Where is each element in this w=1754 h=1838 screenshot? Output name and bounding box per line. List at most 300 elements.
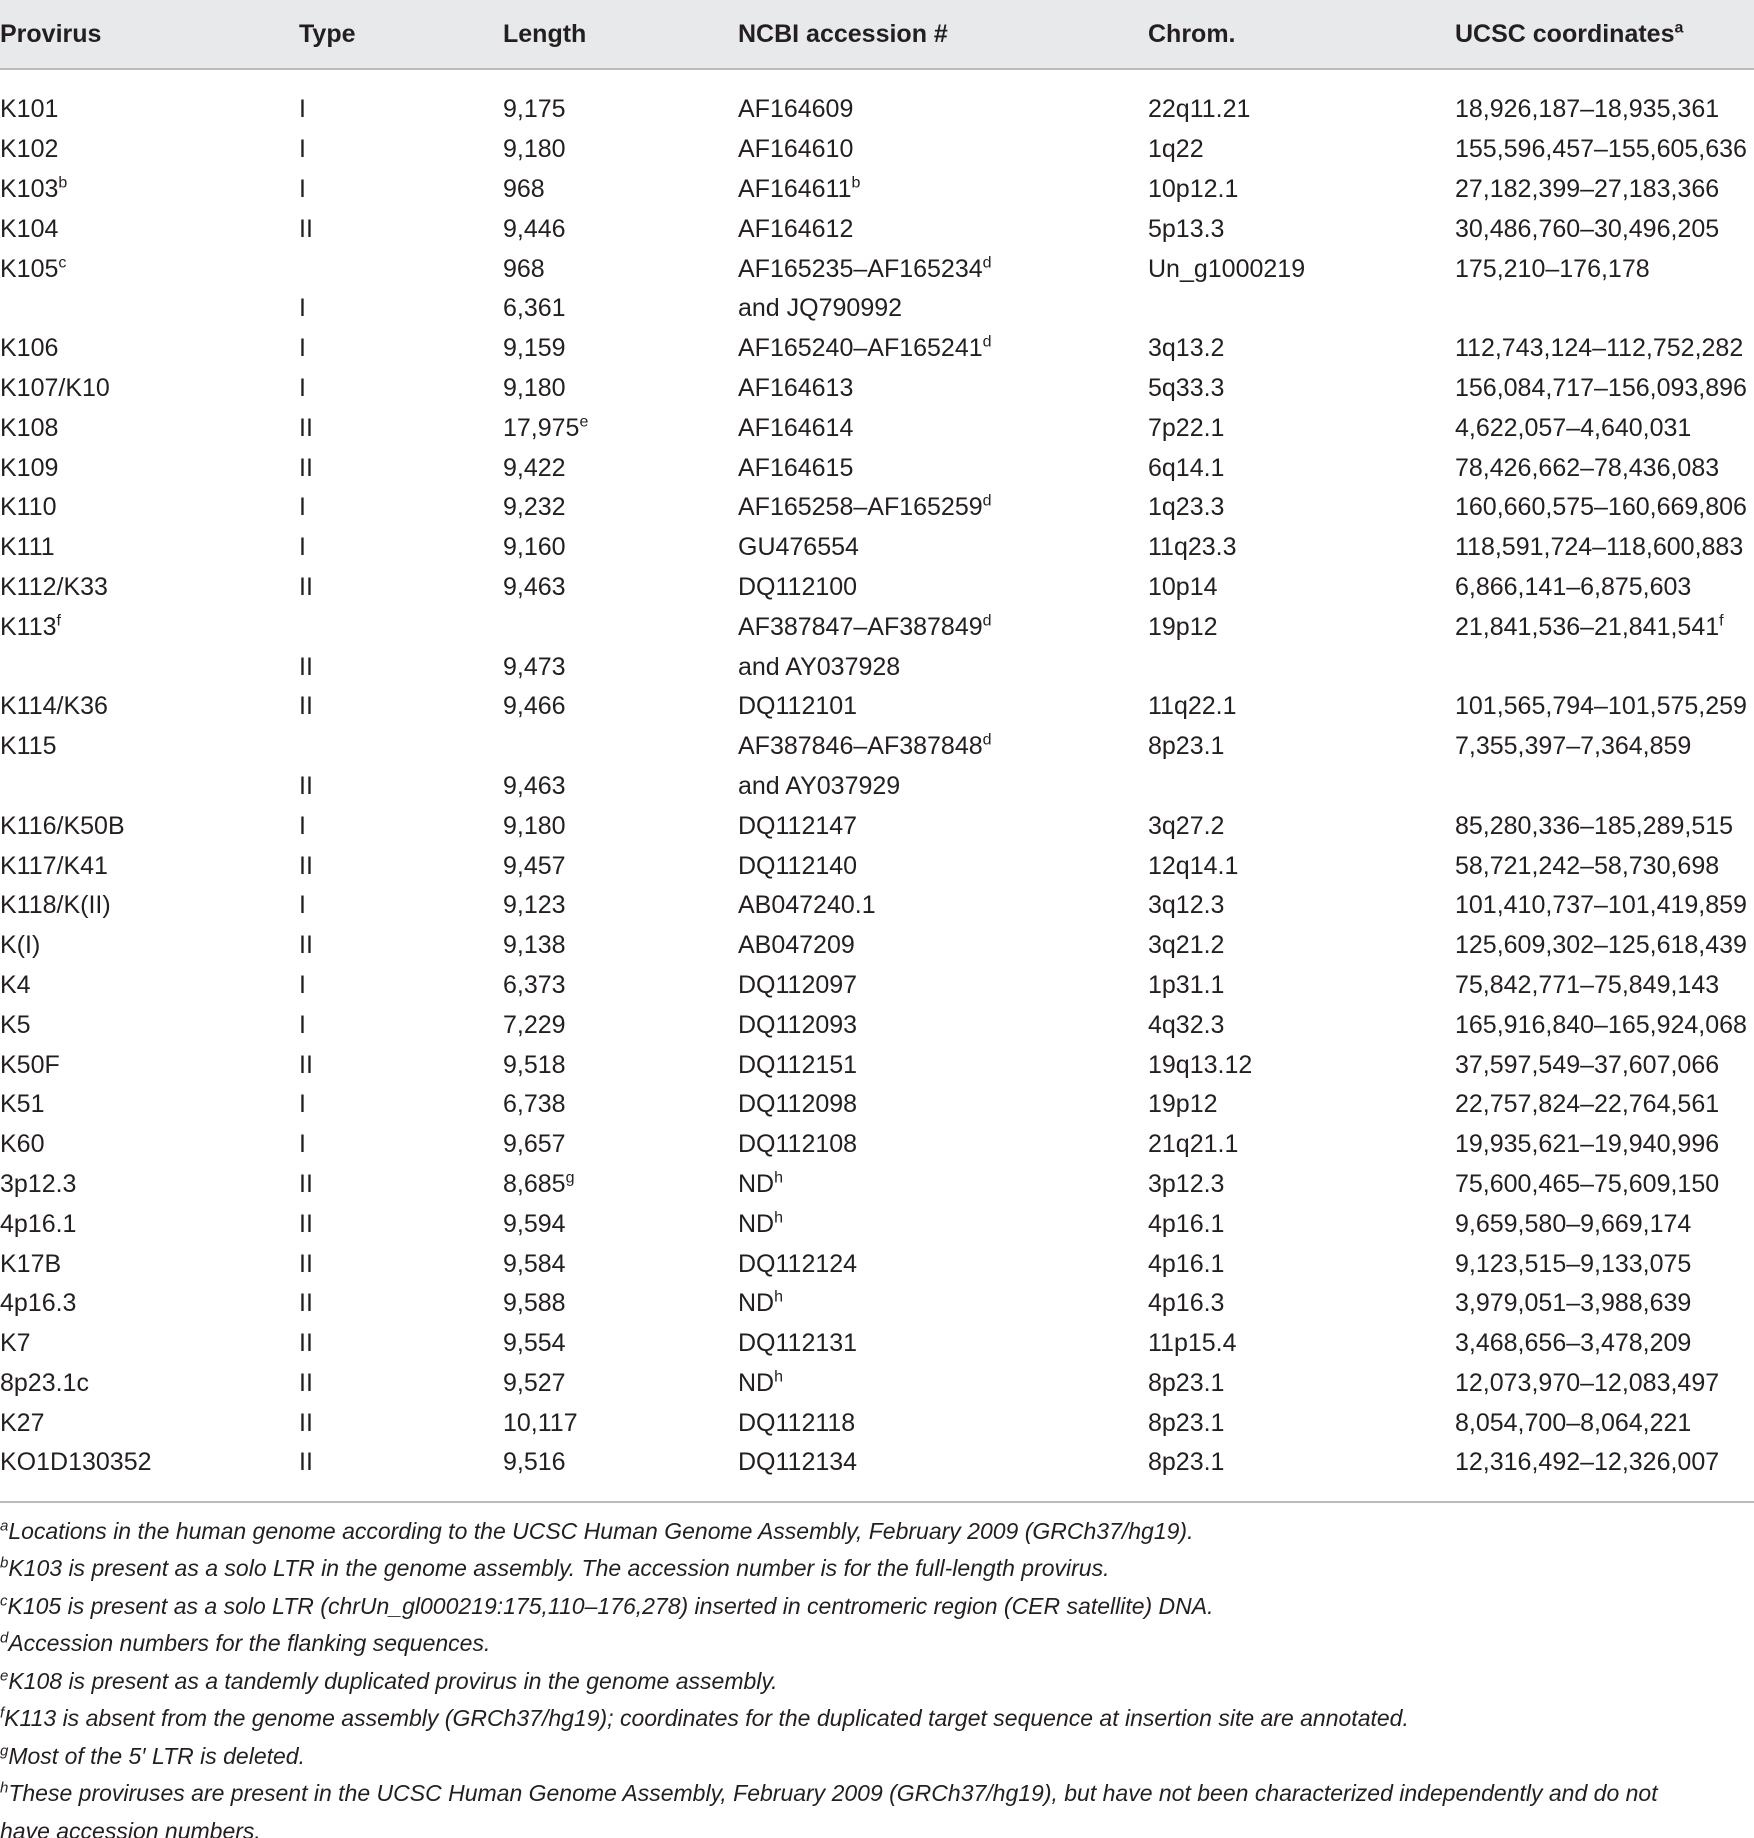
provirus-value: K60 (0, 1130, 45, 1159)
chrom-value: 3q13.2 (1148, 334, 1225, 363)
coords-value: 21,841,536–21,841,541 (1455, 612, 1720, 641)
type-value: II (299, 652, 313, 681)
provirus-value: K117/K41 (0, 851, 108, 880)
length-cell (503, 806, 738, 846)
table-row (0, 568, 1754, 608)
chrom-cell (1148, 647, 1455, 687)
footnote-marker: d (982, 612, 992, 630)
footnote-text: Most of the 5′ LTR is deleted. (8, 1742, 305, 1769)
type-cell (299, 1364, 503, 1404)
type-cell (299, 1443, 503, 1493)
chrom-cell (1148, 249, 1455, 289)
type-cell (299, 1403, 503, 1443)
table-row (0, 1204, 1754, 1244)
table-row (0, 528, 1754, 568)
length-cell (503, 1005, 738, 1045)
coords-cell (1455, 170, 1754, 210)
accession-cell (738, 806, 1148, 846)
type-value: I (299, 970, 306, 999)
accession-value: AF164611 (738, 174, 852, 203)
length-cell (503, 1364, 738, 1404)
chrom-value: 5q33.3 (1148, 373, 1225, 402)
chrom-value: 7p22.1 (1148, 413, 1225, 442)
type-cell (299, 1125, 503, 1165)
type-value: II (299, 1209, 313, 1238)
type-cell (299, 767, 503, 807)
coords-value: 85,280,336–185,289,515 (1455, 811, 1734, 840)
footnote-marker: c (58, 254, 67, 272)
provirus-value: K5 (0, 1010, 31, 1039)
chrom-value: 11q23.3 (1148, 533, 1237, 562)
accession-value: DQ112147 (738, 811, 858, 840)
length-value: 9,554 (503, 1329, 566, 1358)
coords-value: 3,468,656–3,478,209 (1455, 1329, 1692, 1358)
length-value: 10,117 (503, 1408, 578, 1437)
length-cell (503, 1125, 738, 1165)
chrom-cell (1148, 1284, 1455, 1324)
provirus-value: K102 (0, 135, 59, 164)
coords-value: 8,054,700–8,064,221 (1455, 1408, 1692, 1437)
chrom-cell (1148, 408, 1455, 448)
chrom-cell (1148, 1165, 1455, 1205)
footnote-marker: b (58, 174, 68, 192)
provirus-cell (0, 1403, 299, 1443)
footnote-marker: h (774, 1368, 784, 1386)
accession-cell (738, 647, 1148, 687)
chrom-cell (1148, 1005, 1455, 1045)
length-cell (503, 846, 738, 886)
length-value: 9,175 (503, 95, 566, 124)
length-value: 6,361 (503, 294, 566, 323)
coords-cell (1455, 209, 1754, 249)
coords-value: 160,660,575–160,669,806 (1455, 493, 1747, 522)
chrom-cell (1148, 966, 1455, 1006)
footnotes (0, 1503, 1754, 1838)
accession-value: ND (738, 1209, 775, 1238)
length-value: 9,473 (503, 652, 566, 681)
footnote (0, 1700, 1754, 1738)
table-row (0, 130, 1754, 170)
length-cell (503, 1324, 738, 1364)
provirus-value: K51 (0, 1090, 45, 1119)
column-header-label: UCSC coordinates (1455, 19, 1675, 48)
length-cell (503, 1165, 738, 1205)
type-cell (299, 408, 503, 448)
provirus-value: K4 (0, 970, 31, 999)
table-row (0, 767, 1754, 807)
table-row (0, 886, 1754, 926)
footnote (0, 1738, 1754, 1776)
provirus-value: K110 (0, 493, 57, 522)
provirus-value: K114/K36 (0, 692, 108, 721)
length-cell (503, 249, 738, 289)
accession-cell (738, 1204, 1148, 1244)
length-value: 9,518 (503, 1050, 566, 1079)
chrom-value: 1q22 (1148, 135, 1204, 164)
footnote-marker: a (0, 1517, 9, 1535)
table-row (0, 329, 1754, 369)
accession-cell (738, 1085, 1148, 1125)
provirus-value: K17B (0, 1249, 62, 1278)
type-value: II (299, 1169, 313, 1198)
provirus-cell (0, 1165, 299, 1205)
provirus-cell (0, 1204, 299, 1244)
footnote-marker: b (0, 1554, 9, 1572)
accession-value: GU476554 (738, 533, 859, 562)
coords-cell (1455, 1085, 1754, 1125)
table-row (0, 448, 1754, 488)
length-value: 9,463 (503, 771, 566, 800)
provirus-value: K115 (0, 732, 57, 761)
length-cell (503, 1085, 738, 1125)
provirus-cell (0, 1364, 299, 1404)
length-value: 9,180 (503, 811, 566, 840)
chrom-cell (1148, 1125, 1455, 1165)
column-header-label: Type (299, 19, 356, 48)
type-value: II (299, 572, 313, 601)
chrom-cell (1148, 767, 1455, 807)
chrom-value: 19p12 (1148, 612, 1218, 641)
column-header-label: Length (503, 19, 587, 48)
chrom-cell (1148, 1403, 1455, 1443)
accession-cell (738, 1364, 1148, 1404)
provirus-value: K108 (0, 413, 59, 442)
table-row (0, 1364, 1754, 1404)
length-value: 9,159 (503, 334, 566, 363)
table-row (0, 289, 1754, 329)
type-cell (299, 369, 503, 409)
provirus-cell (0, 448, 299, 488)
coords-value: 12,073,970–12,083,497 (1455, 1368, 1720, 1397)
coords-value: 112,743,124–112,752,282 (1455, 334, 1744, 363)
coords-value: 12,316,492–12,326,007 (1455, 1448, 1720, 1477)
length-cell (503, 1244, 738, 1284)
coords-value: 155,596,457–155,605,636 (1455, 135, 1747, 164)
accession-value: DQ112108 (738, 1130, 858, 1159)
coords-value: 22,757,824–22,764,561 (1455, 1090, 1720, 1119)
accession-value: AF164615 (738, 453, 854, 482)
coords-value: 101,565,794–101,575,259 (1455, 692, 1747, 721)
type-value: I (299, 174, 306, 203)
provirus-value: 4p16.1 (0, 1209, 77, 1238)
coords-cell (1455, 886, 1754, 926)
accession-value: DQ112101 (738, 692, 858, 721)
table-row (0, 209, 1754, 249)
type-value: II (299, 931, 313, 960)
type-value: I (299, 1010, 306, 1039)
provirus-value: K101 (0, 95, 59, 124)
coords-cell (1455, 806, 1754, 846)
accession-value: ND (738, 1169, 775, 1198)
accession-cell (738, 488, 1148, 528)
coords-value: 75,600,465–75,609,150 (1455, 1169, 1720, 1198)
provirus-cell (0, 727, 299, 767)
length-cell (503, 1045, 738, 1085)
type-value: I (299, 373, 306, 402)
accession-cell (738, 369, 1148, 409)
length-cell (503, 727, 738, 767)
length-cell (503, 448, 738, 488)
accession-value: ND (738, 1368, 775, 1397)
provirus-value: KO1D130352 (0, 1448, 152, 1477)
type-cell (299, 1045, 503, 1085)
table-row (0, 1005, 1754, 1045)
length-value: 9,160 (503, 533, 566, 562)
provirus-cell (0, 926, 299, 966)
table-row (0, 1165, 1754, 1205)
footnote-marker: f (0, 1704, 5, 1722)
table-body (0, 69, 1754, 1493)
coords-cell (1455, 448, 1754, 488)
type-value: II (299, 692, 313, 721)
accession-cell (738, 209, 1148, 249)
footnote-marker: h (774, 1209, 784, 1227)
coords-cell (1455, 329, 1754, 369)
footnote-marker: h (774, 1169, 784, 1187)
column-header (299, 0, 503, 69)
coords-value: 3,979,051–3,988,639 (1455, 1289, 1692, 1318)
type-value: II (299, 214, 313, 243)
provirus-cell (0, 1005, 299, 1045)
footnote (0, 1663, 1754, 1701)
provirus-cell (0, 687, 299, 727)
length-value: 17,975 (503, 413, 580, 442)
provirus-cell (0, 1085, 299, 1125)
length-value: 9,657 (503, 1130, 566, 1159)
table-row (0, 249, 1754, 289)
coords-cell (1455, 369, 1754, 409)
table-row (0, 488, 1754, 528)
type-value: II (299, 413, 313, 442)
footnote-text: Accession numbers for the flanking sequences. (8, 1630, 491, 1657)
accession-cell (738, 1125, 1148, 1165)
type-value: I (299, 1090, 306, 1119)
provirus-cell (0, 1045, 299, 1085)
column-header (738, 0, 1148, 69)
chrom-cell (1148, 846, 1455, 886)
chrom-value: 8p23.1 (1148, 1368, 1225, 1397)
chrom-value: 22q11.21 (1148, 95, 1251, 124)
chrom-cell (1148, 1085, 1455, 1125)
type-cell (299, 966, 503, 1006)
type-value: II (299, 1329, 313, 1358)
provirus-value: K116/K50B (0, 811, 125, 840)
table-row (0, 69, 1754, 130)
footnote-marker: b (851, 174, 861, 192)
coords-cell (1455, 1165, 1754, 1205)
provirus-cell (0, 130, 299, 170)
coords-cell (1455, 926, 1754, 966)
length-cell (503, 886, 738, 926)
chrom-cell (1148, 1443, 1455, 1493)
accession-cell (738, 69, 1148, 130)
coords-cell (1455, 1403, 1754, 1443)
accession-cell (738, 568, 1148, 608)
table-row (0, 846, 1754, 886)
type-value: I (299, 95, 306, 124)
footnote (0, 1513, 1754, 1551)
table-row (0, 806, 1754, 846)
accession-cell (738, 1045, 1148, 1085)
provirus-cell (0, 1244, 299, 1284)
accession-cell (738, 1284, 1148, 1324)
accession-cell (738, 846, 1148, 886)
chrom-cell (1148, 727, 1455, 767)
accession-value: DQ112134 (738, 1448, 858, 1477)
chrom-cell (1148, 806, 1455, 846)
length-value: 9,527 (503, 1368, 566, 1397)
accession-value: AF164609 (738, 95, 854, 124)
provirus-value: K7 (0, 1329, 31, 1358)
footnote (0, 1588, 1754, 1626)
type-value: II (299, 453, 313, 482)
table-row (0, 1284, 1754, 1324)
footnote-marker: d (982, 254, 992, 272)
chrom-cell (1148, 448, 1455, 488)
chrom-cell (1148, 329, 1455, 369)
length-value: 9,457 (503, 851, 566, 880)
chrom-cell (1148, 170, 1455, 210)
length-cell (503, 369, 738, 409)
accession-value: DQ112151 (738, 1050, 858, 1079)
provirus-cell (0, 568, 299, 608)
coords-cell (1455, 1244, 1754, 1284)
type-cell (299, 170, 503, 210)
length-value: 9,594 (503, 1209, 566, 1238)
provirus-value: K106 (0, 334, 59, 363)
coords-value: 75,842,771–75,849,143 (1455, 970, 1720, 999)
accession-value: DQ112093 (738, 1010, 858, 1039)
length-value: 968 (503, 254, 545, 283)
accession-value: DQ112100 (738, 572, 858, 601)
length-value: 9,138 (503, 931, 566, 960)
footnote-marker: d (0, 1629, 9, 1647)
length-cell (503, 408, 738, 448)
coords-cell (1455, 1005, 1754, 1045)
type-cell (299, 607, 503, 647)
provirus-value: K50F (0, 1050, 60, 1079)
type-value: II (299, 1050, 313, 1079)
footnote-marker: e (0, 1667, 9, 1685)
footnote (0, 1775, 1754, 1813)
type-cell (299, 926, 503, 966)
coords-cell (1455, 727, 1754, 767)
type-cell (299, 1085, 503, 1125)
type-cell (299, 806, 503, 846)
provirus-cell (0, 1324, 299, 1364)
table-row (0, 966, 1754, 1006)
provirus-cell (0, 289, 299, 329)
coords-value: 165,916,840–165,924,068 (1455, 1010, 1747, 1039)
table-row (0, 647, 1754, 687)
chrom-cell (1148, 1244, 1455, 1284)
coords-value: 4,622,057–4,640,031 (1455, 413, 1692, 442)
coords-value: 118,591,724–118,600,883 (1455, 533, 1744, 562)
footnote-marker: d (982, 731, 992, 749)
length-value: 9,584 (503, 1249, 566, 1278)
footnote-marker: d (982, 333, 992, 351)
table-row (0, 1125, 1754, 1165)
type-value: II (299, 771, 313, 800)
type-cell (299, 1204, 503, 1244)
type-cell (299, 209, 503, 249)
type-cell (299, 249, 503, 289)
length-value: 9,180 (503, 373, 566, 402)
coords-cell (1455, 1443, 1754, 1493)
type-cell (299, 289, 503, 329)
type-cell (299, 568, 503, 608)
length-cell (503, 607, 738, 647)
chrom-value: 11p15.4 (1148, 1329, 1237, 1358)
provirus-value: 3p12.3 (0, 1169, 77, 1198)
provirus-cell (0, 249, 299, 289)
chrom-value: 12q14.1 (1148, 851, 1239, 880)
length-cell (503, 209, 738, 249)
coords-value: 9,659,580–9,669,174 (1455, 1209, 1692, 1238)
provirus-cell (0, 209, 299, 249)
type-value: I (299, 811, 306, 840)
chrom-value: 3q27.2 (1148, 811, 1225, 840)
table-row (0, 1085, 1754, 1125)
type-value: II (299, 1368, 313, 1397)
accession-value: and AY037929 (738, 771, 901, 800)
footnote-text: have accession numbers. (0, 1817, 261, 1838)
type-cell (299, 448, 503, 488)
length-value: 968 (503, 174, 545, 203)
provirus-cell (0, 966, 299, 1006)
accession-value: DQ112131 (738, 1329, 858, 1358)
column-header-label: NCBI accession # (738, 19, 948, 48)
coords-cell (1455, 1324, 1754, 1364)
chrom-cell (1148, 209, 1455, 249)
coords-value: 27,182,399–27,183,366 (1455, 174, 1720, 203)
coords-value: 19,935,621–19,940,996 (1455, 1130, 1720, 1159)
coords-cell (1455, 568, 1754, 608)
type-cell (299, 1244, 503, 1284)
length-cell (503, 1284, 738, 1324)
chrom-value: 5p13.3 (1148, 214, 1225, 243)
provirus-cell (0, 369, 299, 409)
length-cell (503, 329, 738, 369)
length-value: 6,738 (503, 1090, 566, 1119)
provirus-value: K111 (0, 533, 55, 562)
coords-value: 6,866,141–6,875,603 (1455, 572, 1692, 601)
footnote (0, 1813, 1754, 1838)
type-value: II (299, 851, 313, 880)
type-cell (299, 687, 503, 727)
column-header-label: Provirus (0, 19, 102, 48)
provirus-cell (0, 1284, 299, 1324)
table-row (0, 727, 1754, 767)
provirus-cell (0, 528, 299, 568)
accession-value: AF387847–AF387849 (738, 612, 983, 641)
length-value: 9,123 (503, 891, 566, 920)
coords-value: 156,084,717–156,093,896 (1455, 373, 1747, 402)
footnote-marker: h (0, 1779, 9, 1797)
table-row (0, 1443, 1754, 1493)
length-value: 9,180 (503, 135, 566, 164)
footnote-marker: c (0, 1592, 8, 1610)
type-value: II (299, 1408, 313, 1437)
provirus-value: K105 (0, 254, 59, 283)
coords-cell (1455, 647, 1754, 687)
provirus-value: K112/K33 (0, 572, 108, 601)
accession-value: and AY037928 (738, 652, 901, 681)
length-cell (503, 926, 738, 966)
coords-cell (1455, 1045, 1754, 1085)
provirus-cell (0, 647, 299, 687)
length-cell (503, 488, 738, 528)
